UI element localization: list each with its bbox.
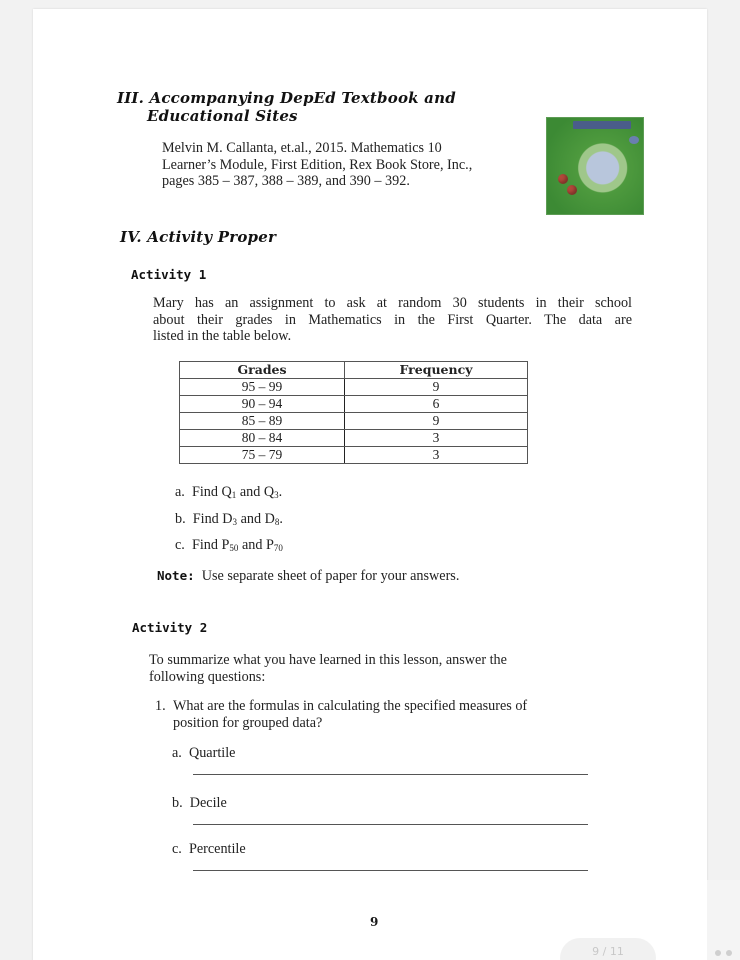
activity-2-intro-line-2: following questions: — [149, 668, 266, 685]
task-subscript: 50 — [229, 543, 239, 553]
dot-icon — [726, 950, 732, 956]
grades-cell: 80 – 84 — [180, 430, 345, 447]
table-row — [180, 379, 528, 396]
cover-title-band — [573, 121, 631, 129]
dot-icon — [715, 950, 721, 956]
note-label: Note: — [157, 568, 195, 583]
reference-line-3: pages 385 – 387, 388 – 389, and 390 – 392. — [162, 173, 410, 189]
reference-line-1: Melvin M. Callanta, et.al., 2015. Mathematics 10 — [162, 140, 442, 156]
table-row — [180, 396, 528, 413]
answer-blank-percentile[interactable] — [193, 870, 588, 871]
page-number: 9 — [370, 915, 379, 929]
activity-1-intro — [153, 295, 632, 345]
task-letter: b. — [175, 511, 186, 527]
activity-2-intro — [149, 652, 609, 685]
answer-item-decile — [172, 795, 227, 812]
task-text: Find P — [191, 537, 230, 553]
grades-cell: 85 – 89 — [180, 413, 345, 430]
grades-cell: 95 – 99 — [180, 379, 345, 396]
task-subscript: 3 — [274, 490, 279, 500]
section-4-heading: IV. Activity Proper — [120, 228, 277, 246]
question-line-2: position for grouped data? — [173, 714, 323, 731]
note — [157, 568, 459, 585]
cover-badge — [629, 136, 639, 144]
frequency-cell: 6 — [345, 396, 528, 413]
column-header-grades: Grades — [180, 362, 345, 379]
answer-item-quartile — [172, 745, 235, 762]
document-page — [33, 9, 707, 960]
answer-item-percentile — [172, 841, 246, 858]
answer-blank-quartile[interactable] — [193, 774, 588, 775]
task-subscript: 3 — [232, 517, 238, 527]
section-3-heading-line1: III. Accompanying DepEd Textbook and — [117, 89, 456, 107]
activity-1-intro-line-2: about their grades in Mathematics in the First Quarter. The data are — [153, 311, 632, 328]
activity-1-intro-line-3: listed in the table below. — [153, 328, 292, 344]
section-3-heading-line2: Educational Sites — [147, 107, 298, 125]
item-letter: b. — [172, 795, 183, 811]
item-letter: c. — [172, 841, 182, 857]
grades-cell: 75 – 79 — [180, 447, 345, 464]
task-text: Find D — [192, 511, 233, 527]
table-row — [180, 447, 528, 464]
table-row — [180, 430, 528, 447]
frequency-cell: 3 — [345, 447, 528, 464]
textbook-reference — [162, 140, 542, 190]
question-number: 1. — [155, 698, 166, 714]
task-subscript: 8 — [274, 517, 280, 527]
task-c — [175, 537, 283, 557]
task-subscript: 70 — [273, 543, 283, 553]
grades-frequency-table — [179, 361, 528, 464]
task-subscript: 1 — [231, 490, 237, 500]
task-letter: c. — [175, 537, 185, 553]
section-3-heading — [117, 89, 456, 125]
task-text: and Q — [236, 484, 275, 500]
frequency-cell: 9 — [345, 379, 528, 396]
page-indicator[interactable]: 9 / 11 — [560, 938, 656, 960]
activity-1-title: Activity 1 — [131, 267, 207, 282]
task-letter: a. — [175, 484, 185, 500]
item-label: Percentile — [188, 841, 246, 857]
cover-ball-icon — [567, 185, 577, 195]
task-text: and D — [237, 511, 275, 527]
table-row — [180, 413, 528, 430]
answer-blank-decile[interactable] — [193, 824, 588, 825]
frequency-cell: 9 — [345, 413, 528, 430]
item-letter: a. — [172, 745, 182, 761]
column-header-frequency: Frequency — [345, 362, 528, 379]
task-a — [175, 484, 282, 504]
question-1 — [155, 698, 625, 731]
reference-line-2: Learner’s Module, First Edition, Rex Book Store, Inc., — [162, 156, 473, 173]
textbook-cover-image — [546, 117, 644, 215]
note-text: Use separate sheet of paper for your answers. — [201, 568, 460, 584]
item-label: Quartile — [188, 745, 236, 761]
activity-2-title: Activity 2 — [132, 620, 208, 635]
task-b — [175, 511, 283, 531]
task-text: . — [278, 484, 283, 500]
question-line-1: What are the formulas in calculating the specified measures of — [173, 698, 528, 714]
task-text: and P — [238, 537, 274, 553]
frequency-cell: 3 — [345, 430, 528, 447]
viewer-side-strip — [707, 880, 740, 960]
task-text: . — [279, 511, 283, 527]
grades-cell: 90 – 94 — [180, 396, 345, 413]
task-text: Find Q — [191, 484, 232, 500]
item-label: Decile — [189, 795, 227, 811]
cover-ball-icon — [558, 174, 568, 184]
table-header-row — [180, 362, 528, 379]
activity-2-intro-line-1: To summarize what you have learned in this lesson, answer the — [149, 652, 507, 668]
activity-1-intro-line-1: Mary has an assignment to ask at random 30 students in their school — [153, 295, 632, 311]
